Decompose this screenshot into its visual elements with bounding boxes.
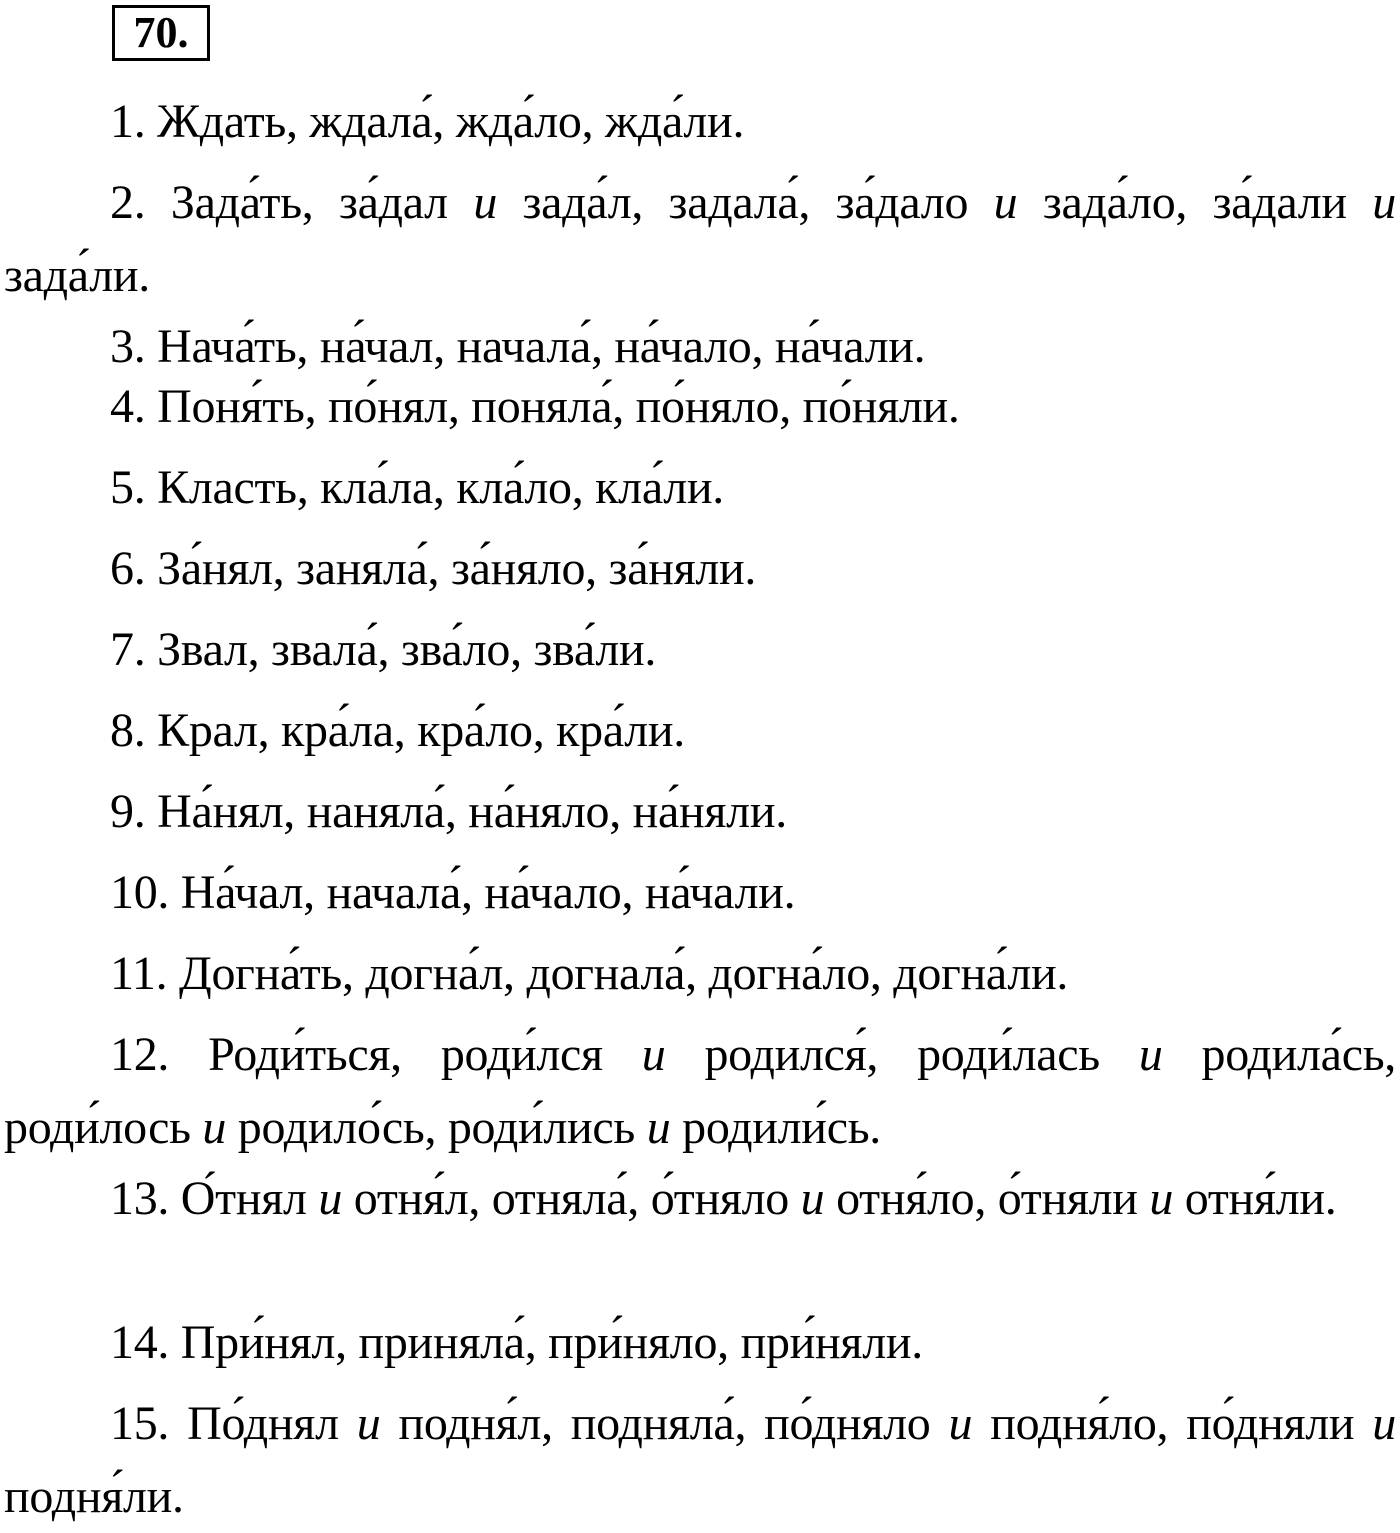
item-text: 14. При́нял, приняла́, при́няло, при́няли. <box>110 1316 923 1369</box>
conjunction-italic: и <box>993 176 1018 229</box>
item-text: 6. За́нял, заняла́, за́няло, за́няли. <box>110 542 757 595</box>
list-item <box>4 85 1396 158</box>
item-text: отня́л, отняла́, о́тняло <box>342 1172 801 1225</box>
conjunction-italic: и <box>1149 1172 1174 1225</box>
item-text: 5. Класть, кла́ла, кла́ло, кла́ли. <box>110 461 724 514</box>
item-text: 12. Роди́ться, роди́лся <box>110 1028 642 1081</box>
item-text: 7. Звал, звала́, зва́ло, зва́ли. <box>110 623 657 676</box>
item-text: подня́ло, по́дняли <box>972 1397 1373 1450</box>
conjunction-italic: и <box>948 1397 973 1450</box>
list-item <box>4 1018 1396 1164</box>
conjunction-italic: и <box>318 1172 343 1225</box>
item-text: 9. На́нял, наняла́, на́няло, на́няли. <box>110 785 787 838</box>
item-text: 1. Ждать, ждала́, жда́ло, жда́ли. <box>110 95 745 148</box>
item-text: родила́сь, роди́лось <box>4 1028 1396 1154</box>
list-item <box>4 451 1396 524</box>
item-text: зада́ло, за́дали <box>1017 176 1373 229</box>
item-text: 8. Крал, кра́ла, кра́ло, кра́ли. <box>110 704 685 757</box>
conjunction-italic: и <box>1372 176 1396 229</box>
conjunction-italic: и <box>473 176 498 229</box>
item-text: отня́ли. <box>1173 1172 1337 1225</box>
item-text: 11. Догна́ть, догна́л, догнала́, догна́ло, догна́ли. <box>110 947 1069 1000</box>
item-text: 13. О́тнял <box>110 1172 319 1225</box>
list-item <box>4 166 1396 312</box>
item-text: зада́ли. <box>4 249 150 302</box>
item-text: отня́ло, о́тняли <box>824 1172 1150 1225</box>
list-item <box>4 1306 1396 1379</box>
item-text: подня́ли. <box>4 1470 184 1523</box>
conjunction-italic: и <box>1372 1397 1396 1450</box>
item-text: зада́л, задала́, за́дало <box>497 176 994 229</box>
list-item <box>4 775 1396 848</box>
item-text: 15. По́днял <box>110 1397 357 1450</box>
conjunction-italic: и <box>646 1101 671 1154</box>
list-item <box>4 532 1396 605</box>
item-text: 2. Зада́ть, за́дал <box>110 176 474 229</box>
item-text: 10. На́чал, начала́, на́чало, на́чали. <box>110 866 796 919</box>
list-item <box>4 856 1396 929</box>
list-item <box>4 370 1396 443</box>
item-text: родили́сь. <box>670 1101 881 1154</box>
item-text: родило́сь, роди́лись <box>226 1101 647 1154</box>
item-text: 3. Нача́ть, на́чал, начала́, на́чало, на́чали. <box>110 320 926 373</box>
conjunction-italic: и <box>1138 1028 1163 1081</box>
conjunction-italic: и <box>202 1101 227 1154</box>
conjunction-italic: и <box>356 1397 381 1450</box>
list-item <box>4 1387 1396 1533</box>
list-item <box>4 694 1396 767</box>
list-item <box>4 613 1396 686</box>
conjunction-italic: и <box>641 1028 666 1081</box>
item-text: родился́, роди́лась <box>665 1028 1139 1081</box>
task-number-box: 70. <box>112 5 210 61</box>
list-item <box>4 937 1396 1010</box>
conjunction-italic: и <box>800 1172 825 1225</box>
list-item <box>4 1162 1396 1235</box>
item-text: подня́л, подняла́, по́дняло <box>380 1397 949 1450</box>
item-text: 4. Поня́ть, по́нял, поняла́, по́няло, по́няли. <box>110 380 960 433</box>
